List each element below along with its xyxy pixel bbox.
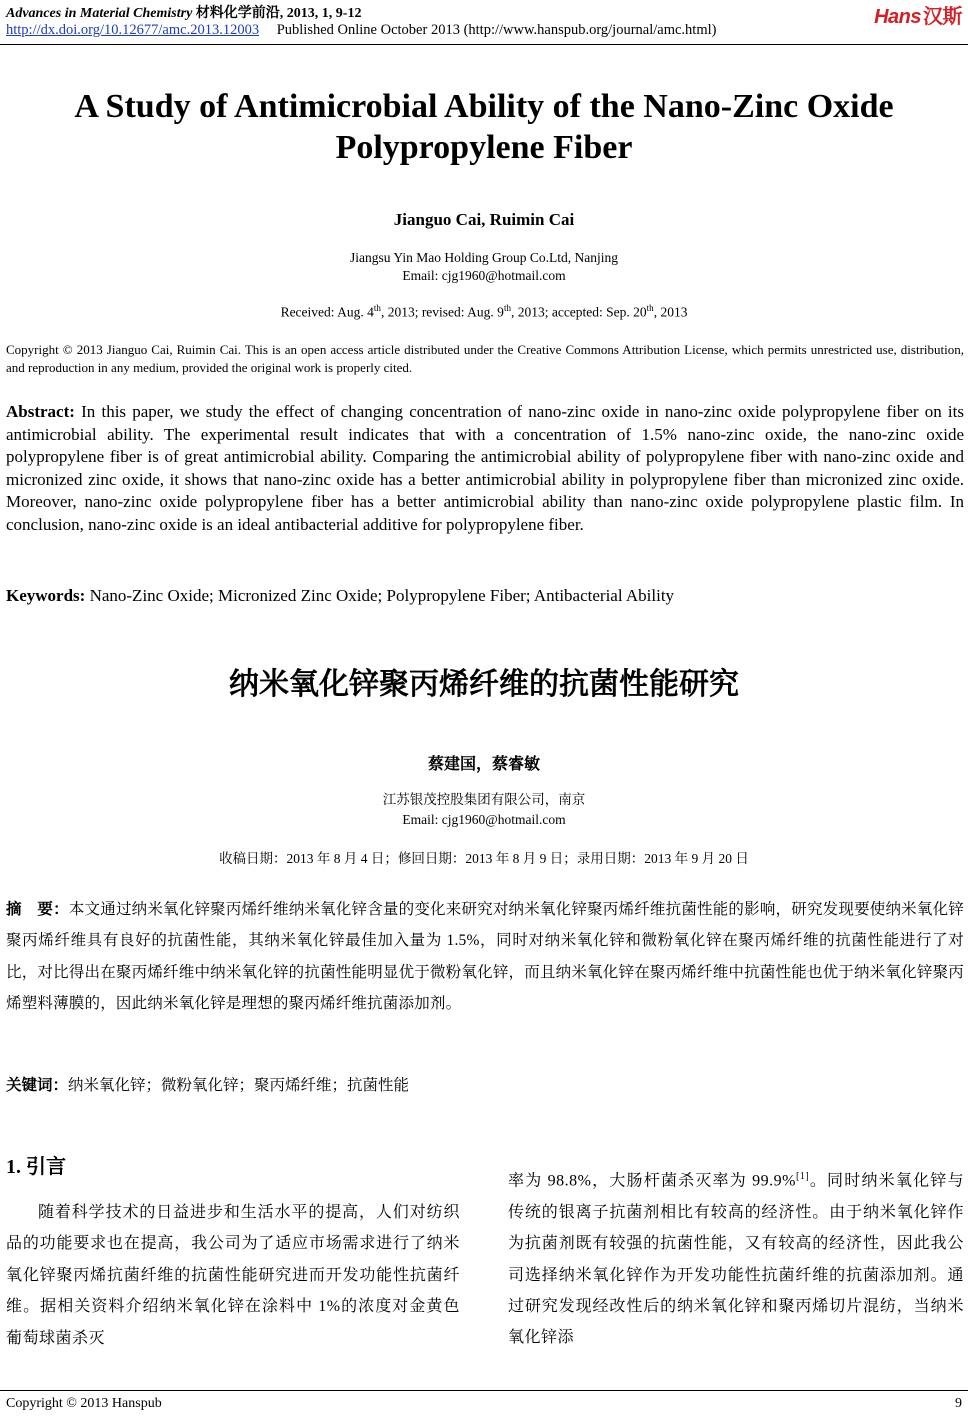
cn-authors: 蔡建国，蔡睿敏 xyxy=(427,754,540,773)
cn-abstract xyxy=(6,894,964,1020)
header-doi-line xyxy=(6,22,716,39)
keywords-text: Nano-Zinc Oxide; Micronized Zinc Oxide; Polypropylene Fiber; Antibacterial Ability xyxy=(85,586,675,605)
logo-text: Hans xyxy=(874,6,921,28)
cn-title: 纳米氧化锌聚丙烯纤维的抗菌性能研究 xyxy=(229,667,739,702)
section-heading: 1. 引言 xyxy=(6,1156,66,1178)
affiliation: Jiangsu Yin Mao Holding Group Co.Ltd, Nanjing xyxy=(350,250,618,265)
journal-name: Advances in Material Chemistry xyxy=(6,6,193,21)
journal-header xyxy=(6,2,361,22)
page-number: 9 xyxy=(955,1396,962,1411)
keywords xyxy=(6,586,964,606)
abstract-text: In this paper, we study the effect of changing concentration of nano-zinc oxide in nano-zinc oxide polypropylene fiber on its antimicrobial ability. The experimental result indicates that with a concentration of 1.5% nano-zinc oxide, the nano-zinc oxide polypropylene fiber is of great antimicrobial ability. Comparing the antimicrobial ability of polypropylene fiber with nano-zinc oxide and micronized zinc oxide, it shows that nano-zinc oxide has a better antimicrobial ability in polypropylene fiber than micronized zinc oxide. Moreover, nano-zinc oxide polypropylene fiber has a better antimicrobial ability than nano-zinc oxide polypropylene plastic film. In conclusion, nano-zinc oxide is an ideal antibacterial additive for polypropylene fiber. xyxy=(6,402,964,534)
journal-cn-citation: 材料化学前沿, 2013, 1, 9-12 xyxy=(195,6,362,21)
authors: Jianguo Cai, Ruimin Cai xyxy=(393,210,575,229)
abstract xyxy=(6,401,964,537)
cn-keywords-label: 关键词： xyxy=(6,1076,69,1094)
doi-link[interactable]: http://dx.doi.org/10.12677/amc.2013.12003 xyxy=(6,22,260,38)
author-email: Email: cjg1960@hotmail.com xyxy=(402,268,566,283)
cn-affiliation-block xyxy=(0,790,968,830)
cn-keywords xyxy=(6,1073,409,1095)
citation-ref[interactable]: [1] xyxy=(795,1171,810,1182)
header-divider xyxy=(0,44,968,45)
body-column-right: 率为 98.8%，大肠杆菌杀灭率为 99.9%[1]。同时纳米氧化锌与传统的银离子抗菌剂相比有较高的经济性。由于纳米氧化锌作为抗菌剂既有较强的抗菌性能，又有较高的经济性，因此我公司选择纳米氧化锌作为开发功能性抗菌纤维的抗菌添加剂。通过研究发现经改性后的纳米氧化锌和聚丙烯切片混纺，当纳米氧化锌添 xyxy=(508,1171,964,1347)
dates-line: Received: Aug. 4th, 2013; revised: Aug. 9th, 2013; accepted: Sep. 20th, 2013 xyxy=(280,303,688,320)
footer-copyright: Copyright © 2013 Hanspub xyxy=(6,1396,162,1411)
affiliation-block xyxy=(0,249,968,285)
cn-dates: 收稿日期：2013 年 8 月 4 日；修回日期：2013 年 8 月 9 日；录用日期：2013 年 9 月 20 日 xyxy=(219,851,749,866)
published-online: Published Online October 2013 (http://www.hanspub.org/journal/amc.html) xyxy=(276,22,717,38)
cn-abstract-label: 摘 要： xyxy=(6,900,69,918)
copyright-notice: Copyright © 2013 Jianguo Cai, Ruimin Cai. This is an open access article distributed under the Creative Commons Attribution License, which permits unrestricted use, distribution, and reproduction in any medium, provided the original work is properly cited. xyxy=(6,342,964,375)
abstract-label: Abstract: xyxy=(6,402,75,421)
body-column-left: 随着科学技术的日益进步和生活水平的提高，人们对纺织品的功能要求也在提高，我公司为了适应市场需求进行了纳米氧化锌聚丙烯抗菌纤维的抗菌性能研究进而开发功能性抗菌纤维。据相关资料介绍纳米氧化锌在涂料中 1%的浓度对金黄色葡萄球菌杀灭 xyxy=(6,1204,460,1347)
logo-cn: 汉斯 xyxy=(923,6,962,28)
cn-email: Email: cjg1960@hotmail.com xyxy=(402,812,566,827)
keywords-label: Keywords: xyxy=(6,586,86,605)
paper-title: A Study of Antimicrobial Ability of the Nano-Zinc Oxide Polypropylene Fiber xyxy=(74,88,894,166)
footer-divider xyxy=(0,1390,968,1391)
cn-keywords-text: 纳米氧化锌；微粉氧化锌；聚丙烯纤维；抗菌性能 xyxy=(68,1077,410,1094)
cn-abstract-text: 本文通过纳米氧化锌聚丙烯纤维纳米氧化锌含量的变化来研究对纳米氧化锌聚丙烯纤维抗菌性能的影响，研究发现要使纳米氧化锌聚丙烯纤维具有良好的抗菌性能，其纳米氧化锌最佳加入量为 1.5%，同时对纳米氧化锌和微粉氧化锌在聚丙烯纤维的抗菌性能进行了对比，对比得出在聚丙烯纤维中纳米氧化锌的抗菌性能明显优于微粉氧化锌，而且纳米氧化锌在聚丙烯纤维中抗菌性能也优于纳米氧化锌聚丙烯塑料薄膜的，因此纳米氧化锌是理想的聚丙烯纤维抗菌添加剂。 xyxy=(6,901,964,1013)
publisher-logo xyxy=(874,0,962,29)
cn-affiliation: 江苏银茂控股集团有限公司，南京 xyxy=(382,792,586,807)
